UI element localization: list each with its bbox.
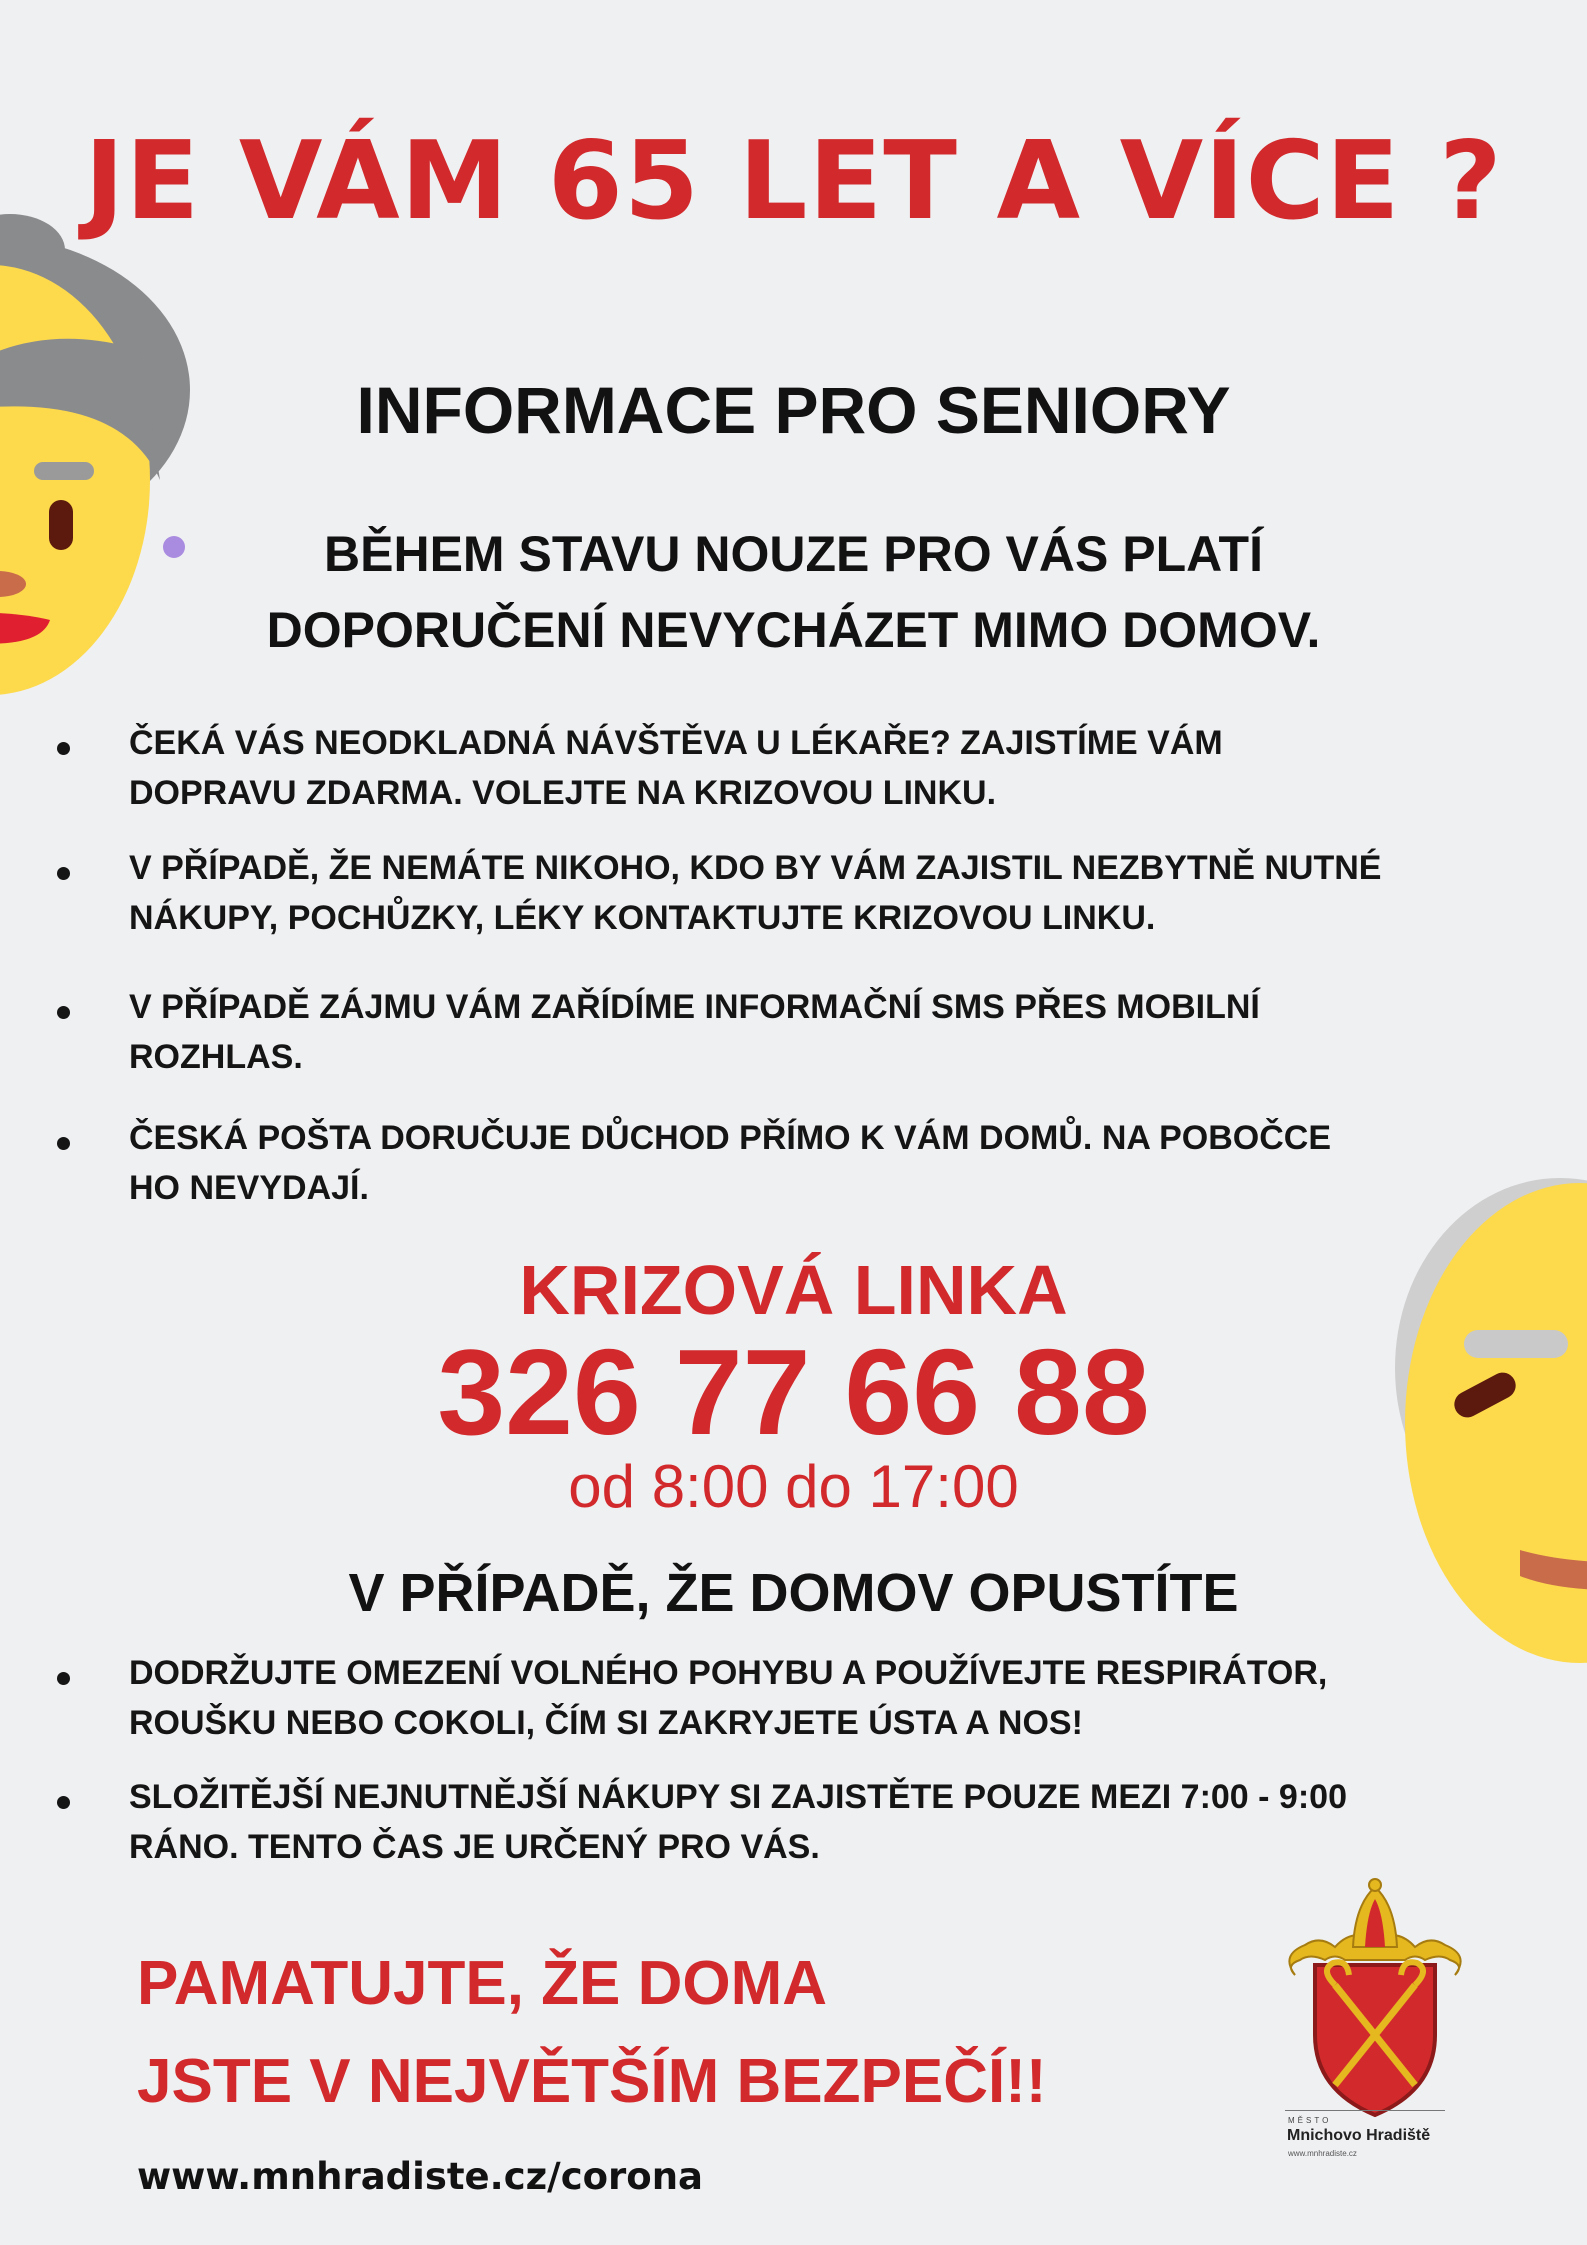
logo-town-name: Mnichovo Hradiště	[1287, 2127, 1431, 2144]
intro-text	[150, 516, 1437, 668]
bullet-line: V PŘÍPADĚ ZÁJMU VÁM ZAŘÍDÍME INFORMAČNÍ SMS PŘES MOBILNÍ	[129, 988, 1260, 1026]
bullet-line: DODRŽUJTE OMEZENÍ VOLNÉHO POHYBU A POUŽÍVEJTE RESPIRÁTOR,	[129, 1654, 1328, 1692]
bullet-dot	[57, 1137, 70, 1150]
bullet-dot	[57, 1672, 70, 1685]
bullet-line: RÁNO. TENTO ČAS JE URČENÝ PRO VÁS.	[129, 1828, 820, 1866]
intro-line-2: DOPORUČENÍ NEVYCHÁZET MIMO DOMOV.	[266, 602, 1321, 658]
intro-line-1: BĚHEM STAVU NOUZE PRO VÁS PLATÍ	[324, 526, 1263, 582]
closing-line-2: JSTE V NEJVĚTŠÍM BEZPEČÍ!!	[137, 2047, 1047, 2116]
logo-url: www.mnhradiste.cz	[1288, 2149, 1357, 2158]
list-item	[55, 1113, 1525, 1213]
bullet-dot	[57, 1006, 70, 1019]
list-item	[55, 843, 1525, 943]
bullet-line: ČEKÁ VÁS NEODKLADNÁ NÁVŠTĚVA U LÉKAŘE? ZAJISTÍME VÁM	[129, 724, 1223, 762]
bullet-line: V PŘÍPADĚ, ŽE NEMÁTE NIKOHO, KDO BY VÁM ZAJISTIL NEZBYTNĚ NUTNÉ	[129, 849, 1382, 887]
bullet-line: HO NEVYDAJÍ.	[129, 1169, 369, 1207]
bullet-line: DOPRAVU ZDARMA. VOLEJTE NA KRIZOVOU LINKU.	[129, 774, 997, 812]
bullet-dot	[57, 742, 70, 755]
town-coat-of-arms-icon	[1275, 1875, 1475, 2130]
page-subtitle: INFORMACE PRO SENIORY	[356, 373, 1231, 447]
website-link[interactable]: www.mnhradiste.cz/corona	[137, 2155, 704, 2198]
logo-town-label: MĚSTO	[1288, 2116, 1332, 2125]
logo-divider	[1285, 2110, 1445, 2111]
list-item	[55, 718, 1525, 818]
list-item	[55, 982, 1525, 1082]
page-title: JE VÁM 65 LET A VÍCE ?	[84, 119, 1503, 244]
bullet-line: ROZHLAS.	[129, 1038, 303, 1076]
bullet-line: ROUŠKU NEBO COKOLI, ČÍM SI ZAKRYJETE ÚSTA A NOS!	[129, 1704, 1083, 1742]
crisis-phone-number: 326 77 66 88	[437, 1324, 1150, 1460]
bullet-dot	[57, 1796, 70, 1809]
leaving-home-heading: V PŘÍPADĚ, ŽE DOMOV OPUSTÍTE	[348, 1563, 1239, 1623]
crisis-line-hours: od 8:00 do 17:00	[568, 1453, 1019, 1520]
closing-line-1: PAMATUJTE, ŽE DOMA	[137, 1949, 828, 2018]
bullet-line: NÁKUPY, POCHŮZKY, LÉKY KONTAKTUJTE KRIZOVOU LINKU.	[129, 899, 1156, 937]
bullet-line: SLOŽITĚJŠÍ NEJNUTNĚJŠÍ NÁKUPY SI ZAJISTĚTE POUZE MEZI 7:00 - 9:00	[129, 1778, 1347, 1816]
list-item	[55, 1648, 1525, 1748]
crisis-line-label: KRIZOVÁ LINKA	[519, 1251, 1068, 1329]
list-item	[55, 1772, 1525, 1872]
closing-message	[137, 1935, 1237, 2131]
bullet-line: ČESKÁ POŠTA DORUČUJE DŮCHOD PŘÍMO K VÁM DOMŮ. NA POBOČCE	[129, 1119, 1332, 1157]
bullet-dot	[57, 867, 70, 880]
